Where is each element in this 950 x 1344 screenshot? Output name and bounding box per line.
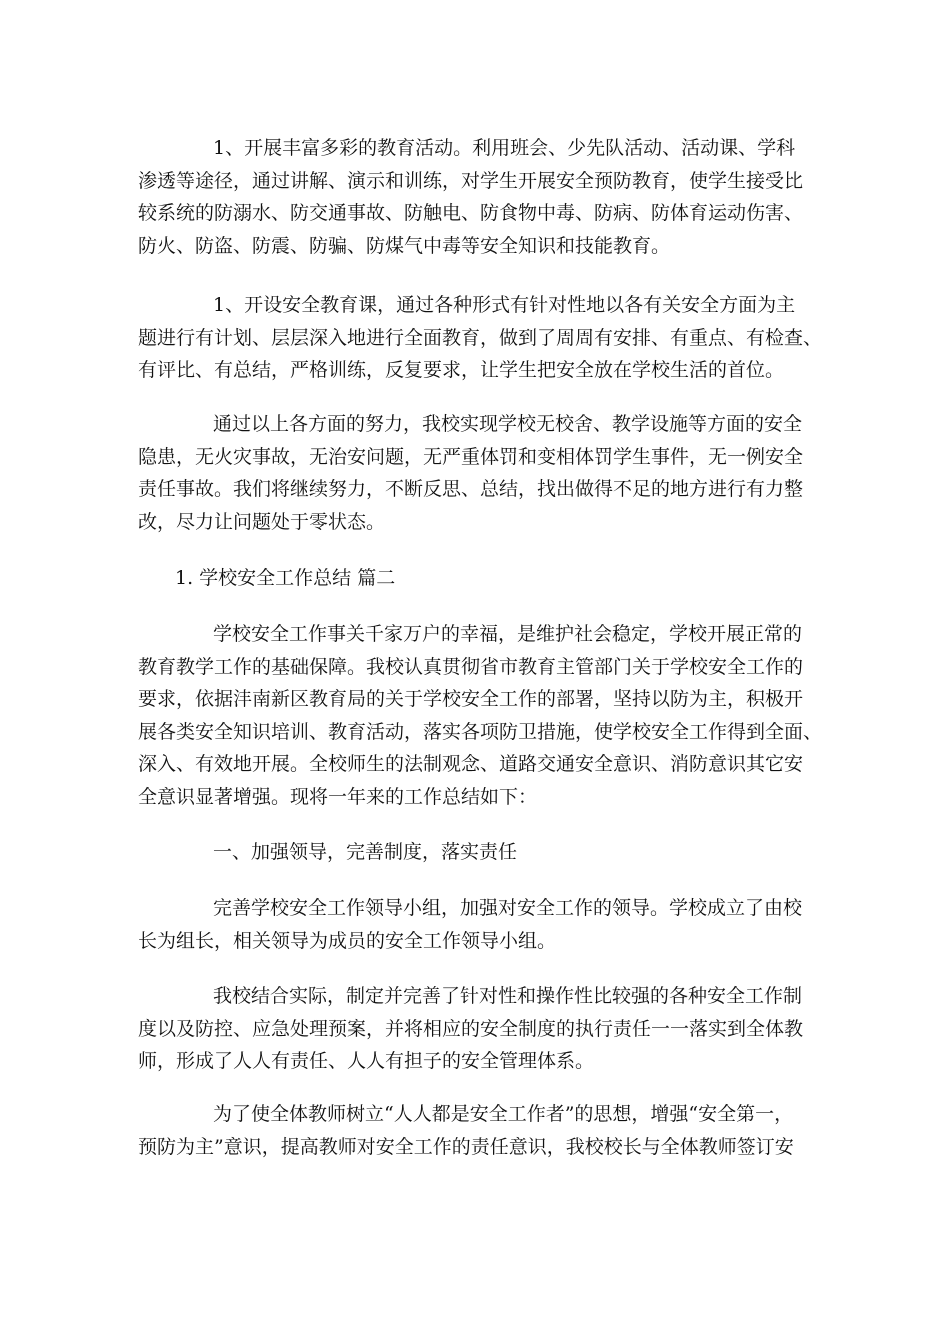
paragraph-teacher-responsibility <box>138 1098 810 1163</box>
text-line: 1、开设安全教育课，通过各种形式有针对性地以各有关安全方面为主 <box>213 294 796 316</box>
text-line: 为了使全体教师树立“人人都是安全工作者”的思想，增强“安全第一， <box>213 1103 794 1125</box>
text-line: 完善学校安全工作领导小组，加强对安全工作的领导。学校成立了由校 <box>213 897 803 919</box>
text-line: 题进行有计划、层层深入地进行全面教育，做到了周周有安排、有重点、有检查、 <box>138 326 823 349</box>
text-line: 师，形成了人人有责任、人人有担子的安全管理体系。 <box>138 1050 595 1072</box>
text-line: 我校结合实际，制定并完善了针对性和操作性比较强的各种安全工作制 <box>213 985 803 1007</box>
subheading-leadership <box>138 836 810 869</box>
text-line: 防火、防盗、防震、防骗、防煤气中毒等安全知识和技能教育。 <box>138 234 671 257</box>
text-line: 通过以上各方面的努力，我校实现学校无校舍、教学设施等方面的安全 <box>213 413 803 435</box>
text-line: 长为组长，相关领导为成员的安全工作领导小组。 <box>138 929 557 952</box>
text-line: 1、开展丰富多彩的教育活动。利用班会、少先队活动、活动课、学科 <box>213 137 796 159</box>
text-line: 要求，依据沣南新区教育局的关于学校安全工作的部署，坚持以防为主，积极开 <box>138 688 804 710</box>
paragraph-introduction <box>138 618 823 813</box>
text-line: 深入、有效地开展。全校师生的法制观念、道路交通安全意识、消防意识其它安 <box>138 753 804 775</box>
text-line: 改，尽力让问题处于零状态。 <box>138 510 386 533</box>
text-line: 教育教学工作的基础保障。我校认真贯彻省市教育主管部门关于学校安全工作的 <box>138 655 804 678</box>
text-line: 度以及防控、应急处理预案，并将相应的安全制度的执行责任一一落实到全体教 <box>138 1017 804 1040</box>
paragraph-education-activities <box>138 132 810 262</box>
text-line: 隐患，无火灾事故，无治安问题，无严重体罚和变相体罚学生事件，无一例安全 <box>138 445 804 468</box>
text-line: 学校安全工作事关千家万户的幸福，是维护社会稳定，学校开展正常的 <box>213 623 803 645</box>
text-line: 预防为主”意识，提高教师对安全工作的责任意识，我校校长与全体教师签订安 <box>138 1135 794 1158</box>
text-line: 全意识显著增强。现将一年来的工作总结如下： <box>138 785 538 808</box>
text-line: 有评比、有总结，严格训练，反复要求，让学生把安全放在学校生活的首位。 <box>138 359 785 381</box>
text-line: 较系统的防溺水、防交通事故、防触电、防食物中毒、防病、防体育运动伤害、 <box>138 202 804 224</box>
paragraph-regulations <box>138 980 810 1078</box>
text-line: 渗透等途径，通过讲解、演示和训练，对学生开展安全预防教育，使学生接受比 <box>138 169 804 192</box>
paragraph-leadership-group <box>138 892 810 957</box>
paragraph-results <box>138 408 810 538</box>
text-line: 展各类安全知识培训、教育活动，落实各项防卫措施，使学校安全工作得到全面、 <box>138 720 823 743</box>
text-line: 一、加强领导，完善制度，落实责任 <box>213 841 518 863</box>
paragraph-safety-course <box>138 289 823 387</box>
section-heading: 1. 学校安全工作总结 篇二 <box>175 567 396 589</box>
text-line: 责任事故。我们将继续努力，不断反思、总结，找出做得不足的地方进行有力整 <box>138 478 804 500</box>
